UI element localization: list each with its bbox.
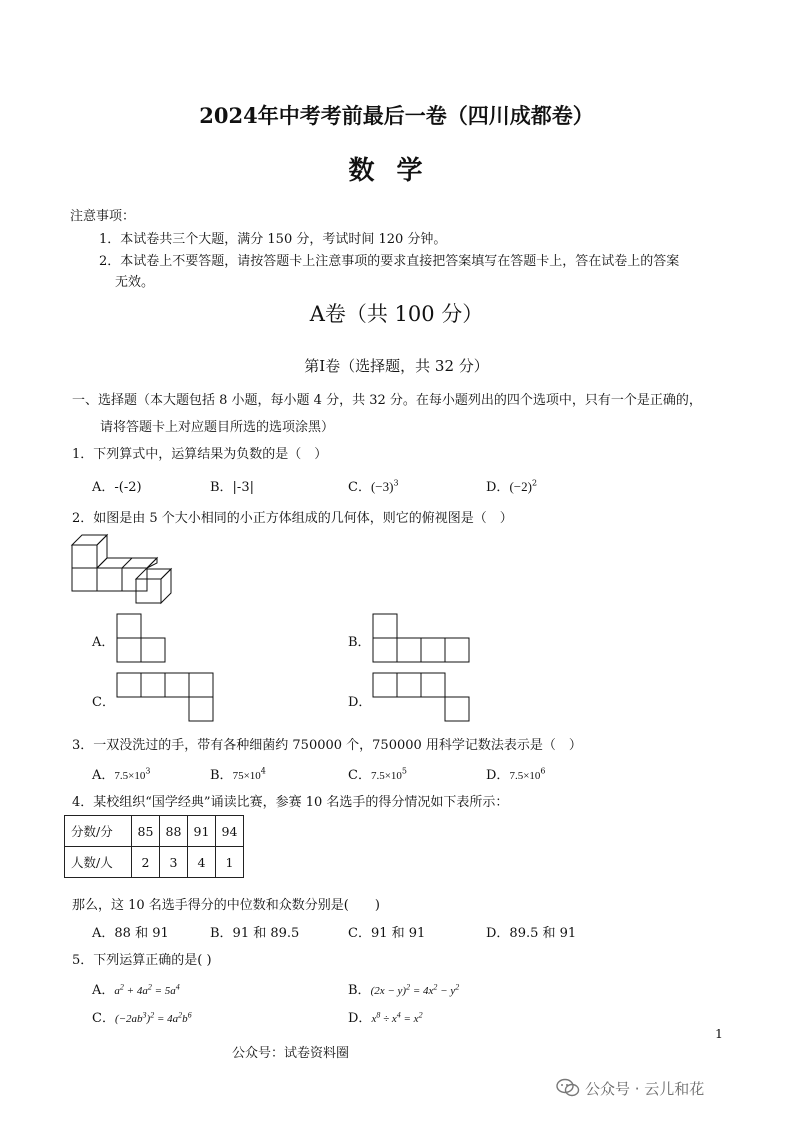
instructions-line-2: 请将答题卡上对应题目所选的选项涂黑） bbox=[100, 420, 335, 435]
table-cell: 3 bbox=[160, 847, 188, 878]
q5-option-b: B．$(2x - y)^2 = 4x^2 - y^2$ bbox=[348, 982, 460, 998]
q5-stem: 5．下列运算正确的是( ) bbox=[72, 953, 212, 968]
q2-option-d-figure bbox=[372, 672, 474, 722]
q4-option-a: A．88 和 91 bbox=[92, 926, 169, 941]
q1-option-c: C．$(-3)^3$ bbox=[348, 478, 399, 495]
notice-item-2-cont: 无效。 bbox=[115, 275, 155, 290]
q3-option-a: A．$7.5\times 10^3$ bbox=[92, 766, 151, 783]
part-1-title: 第Ⅰ卷（选择题，共 32 分） bbox=[304, 357, 489, 375]
q2-option-c: C． bbox=[92, 695, 115, 710]
q2-option-d: D． bbox=[348, 695, 372, 710]
q4-option-d: D．89.5 和 91 bbox=[486, 926, 577, 941]
q1-option-d: D．$(-2)^2$ bbox=[486, 478, 538, 495]
table-header-cell: 分数/分 bbox=[65, 816, 132, 847]
table-cell: 85 bbox=[132, 816, 160, 847]
q2-option-a-figure bbox=[116, 613, 168, 663]
q2-option-b: B． bbox=[348, 635, 371, 650]
notice-heading: 注意事项： bbox=[70, 209, 136, 224]
subject-title: 数学 bbox=[348, 156, 445, 186]
q2-option-a: A． bbox=[92, 635, 115, 650]
table-cell: 88 bbox=[160, 816, 188, 847]
q2-option-b-figure bbox=[372, 613, 474, 663]
q3-stem: 3．一双没洗过的手，带有各种细菌约 750000 个，750000 用科学记数法表示是（ ） bbox=[72, 738, 582, 753]
wechat-icon bbox=[556, 1078, 580, 1098]
table-cell: 94 bbox=[216, 816, 244, 847]
notice-item-1: 1．本试卷共三个大题，满分 150 分，考试时间 120 分钟。 bbox=[99, 232, 447, 247]
q4-question: 那么，这 10 名选手得分的中位数和众数分别是( ) bbox=[72, 898, 380, 913]
section-a-title: A卷（共 100 分） bbox=[309, 302, 484, 326]
q2-option-c-figure bbox=[116, 672, 218, 722]
q5-option-a: A．$a^2 + 4a^2 = 5a^4$ bbox=[92, 982, 180, 998]
exam-title: 2024年中考考前最后一卷（四川成都卷） bbox=[199, 103, 594, 128]
q3-option-b: B．$75\times 10^4$ bbox=[210, 766, 266, 783]
q5-option-d: D．$x^8 \div x^4 = x^2$ bbox=[348, 1010, 423, 1026]
table-cell: 4 bbox=[188, 847, 216, 878]
q2-solid-figure bbox=[70, 533, 180, 605]
q2-stem: 2．如图是由 5 个大小相同的小正方体组成的几何体，则它的俯视图是（ ） bbox=[72, 511, 513, 526]
q5-option-c: C．$(-2ab^3)^2 = 4a^2b^6$ bbox=[92, 1010, 192, 1026]
instructions-line-1: 一、选择题（本大题包括 8 小题，每小题 4 分，共 32 分。在每小题列出的四个选项中，只有一个是正确的， bbox=[72, 393, 702, 408]
watermark-text: 公众号 · 云儿和花 bbox=[585, 1080, 705, 1098]
table-row bbox=[65, 847, 244, 878]
page-number: 1 bbox=[715, 1026, 723, 1041]
table-row bbox=[65, 816, 244, 847]
q4-score-table bbox=[64, 815, 244, 878]
table-cell: 91 bbox=[188, 816, 216, 847]
q3-option-d: D．$7.5\times 10^6$ bbox=[486, 766, 546, 783]
table-cell: 1 bbox=[216, 847, 244, 878]
q1-stem: 1．下列算式中，运算结果为负数的是（ ） bbox=[72, 447, 328, 462]
notice-item-2: 2．本试卷上不要答题，请按答题卡上注意事项的要求直接把答案填写在答题卡上，答在试卷上的答案 bbox=[99, 254, 680, 269]
source-label: 公众号：试卷资料圈 bbox=[232, 1046, 350, 1061]
q3-option-c: C．$7.5\times 10^5$ bbox=[348, 766, 408, 783]
q4-option-b: B．91 和 89.5 bbox=[210, 926, 300, 941]
q1-option-a: A．-(-2) bbox=[92, 480, 142, 495]
table-header-cell: 人数/人 bbox=[65, 847, 132, 878]
q4-stem: 4．某校组织“国学经典”诵读比赛，参赛 10 名选手的得分情况如下表所示： bbox=[72, 795, 509, 810]
table-cell: 2 bbox=[132, 847, 160, 878]
q4-option-c: C．91 和 91 bbox=[348, 926, 426, 941]
q1-option-b: B．|-3| bbox=[210, 480, 254, 495]
